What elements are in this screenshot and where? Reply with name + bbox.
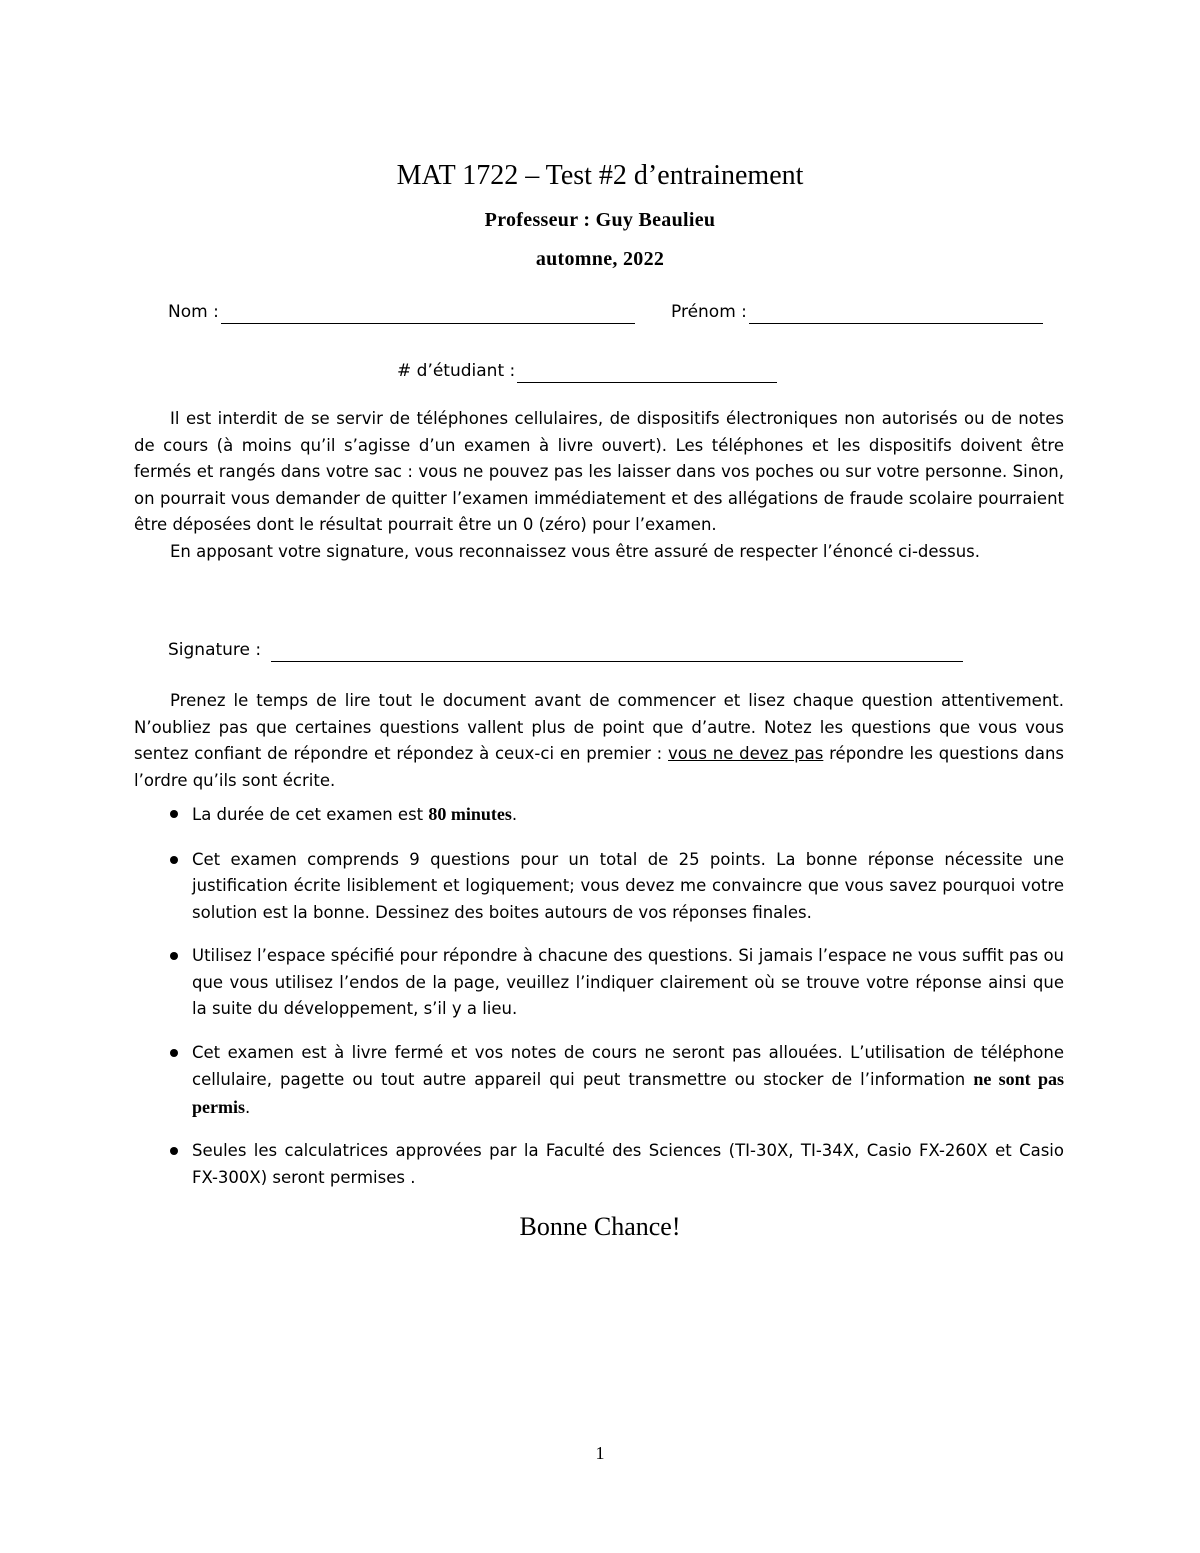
student-number-label: # d’étudiant : <box>397 361 516 381</box>
semester: automne, 2022 <box>535 248 665 270</box>
student-number-line[interactable] <box>517 362 777 383</box>
duration-text: La durée de cet examen est <box>192 805 429 824</box>
rules-section <box>134 406 1064 565</box>
closed-book-text: Cet examen est à livre fermé et vos notes de cours ne seront pas allouées. L’utilisation de téléphone cellulaire, pagette ou tout autre appareil qui peut transmettre ou stocker de l’information <box>192 1042 1064 1089</box>
instructions-text-end: répondre les questions dans l’ordre qu’ils sont écrite. <box>134 744 1065 790</box>
list-item <box>134 847 1064 927</box>
last-name-field[interactable] <box>168 300 635 324</box>
signature-label: Signature : <box>168 640 262 660</box>
first-name-label: Prénom : <box>671 302 747 322</box>
instructions-underlined-text: vous ne devez pas <box>668 744 824 763</box>
list-item <box>134 1138 1064 1191</box>
first-name-field[interactable] <box>671 300 1043 324</box>
duration-text-end: . <box>511 805 518 824</box>
exam-title: MAT 1722 – Test #2 d’entrainement <box>396 160 804 191</box>
list-item <box>134 943 1064 1023</box>
instructions-paragraph <box>134 688 1064 794</box>
instructions-text-start: Prenez le temps de lire tout le document avant de commencer et lisez chaque question attentivement. N’oubliez pas que certaines questions vallent plus de point que d’autre. Notez les questions que vous vous sentez confiant de répondre et répondez à ceux-ci en premier : <box>134 691 1064 763</box>
signature-field[interactable] <box>168 638 963 662</box>
calculators-text: Seules les calculatrices approvées par la Faculté des Sciences (TI-30X, TI-34X, Casio FX-260X et Casio FX-300X) seront permises . <box>192 1141 1064 1187</box>
questions-text: Cet examen comprends 9 questions pour un total de 25 points. La bonne réponse nécessite une justification écrite lisiblement et logiquement; vous devez me convaincre que vous savez pourquoi votre solution est la bonne. Dessinez des boites autours de vos réponses finales. <box>192 849 1064 922</box>
space-text: Utilisez l’espace spécifié pour répondre à chacune des questions. Si jamais l’espace ne vous suffit pas ou que vous utilisez l’endos de la page, veuillez l’indiquer clairement où se trouve votre réponse ainsi que la suite du développement, s’il y a lieu. <box>192 946 1064 1018</box>
rules-paragraph: Il est interdit de se servir de téléphones cellulaires, de dispositifs électroniques non autorisés ou de notes de cours (à moins qu’il s’agisse d’un examen à livre ouvert). Les téléphones et les dispositifs doivent être fermés et rangés dans votre sac : vous ne pouvez pas les laisser dans vos poches ou sur votre personne. Sinon, on pourrait vous demander de quitter l’examen immédiatement et des allégations de fraude scolaire pourraient être déposées dont le résultat pourrait être un 0 (zéro) pour l’examen. <box>134 409 1064 534</box>
acknowledgement-paragraph: En apposant votre signature, vous reconnaissez vous être assuré de respecter l’énoncé ci-dessus. <box>170 541 981 561</box>
last-name-label: Nom : <box>168 302 219 322</box>
professor-name: Professeur : Guy Beaulieu <box>484 209 716 231</box>
list-item <box>134 1040 1064 1122</box>
instructions-list <box>134 801 1064 1191</box>
not-permitted-text: ne sont pas permis <box>192 1069 1064 1117</box>
closing-message: Bonne Chance! <box>519 1212 681 1241</box>
page-number: 1 <box>595 1443 605 1463</box>
student-number-field[interactable] <box>397 359 777 383</box>
bullet-icon <box>170 952 178 960</box>
first-name-line[interactable] <box>749 303 1043 324</box>
bullet-icon <box>170 856 178 864</box>
bullet-icon <box>170 810 178 818</box>
duration-value: 80 minutes <box>428 804 512 824</box>
bullet-icon <box>170 1147 178 1155</box>
list-item <box>134 801 1064 829</box>
closed-book-text-end: . <box>245 1097 251 1117</box>
instructions-intro <box>134 688 1064 794</box>
last-name-line[interactable] <box>221 303 635 324</box>
bullet-icon <box>170 1049 178 1057</box>
signature-line[interactable] <box>271 641 963 662</box>
